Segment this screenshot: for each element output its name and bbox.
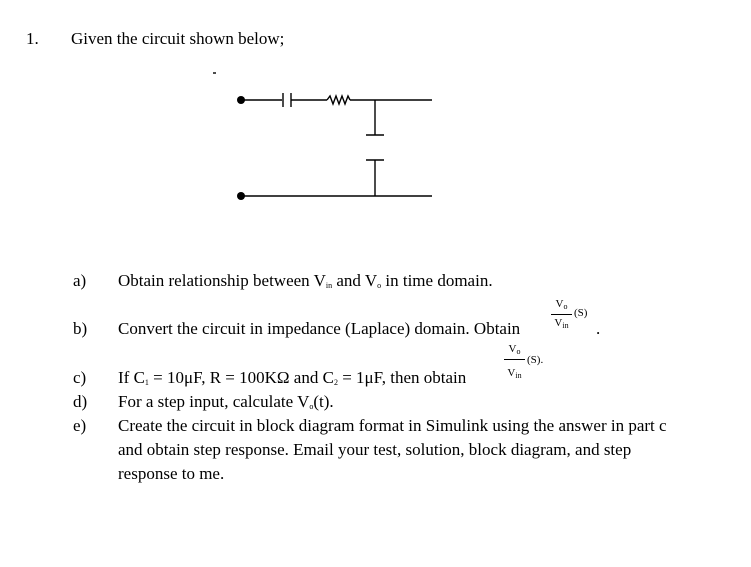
part-b-text: Convert the circuit in impedance (Laplace) domain. Obtain xyxy=(118,319,521,338)
question-intro: Given the circuit shown below; xyxy=(71,29,285,48)
fraction-denominator: $V_{in}$ xyxy=(554,317,569,330)
part-c-fraction-suffix: (S). xyxy=(527,354,544,366)
input-terminal-bottom xyxy=(237,192,245,200)
part-a-text: Obtain relationship between $V_{in}$ and $V_o$ in time domain. xyxy=(118,271,493,290)
fraction-bar xyxy=(551,314,572,315)
part-d-text: For a step input, calculate $V_o(t)$. xyxy=(118,392,334,411)
fraction-bar xyxy=(504,359,525,360)
part-e-label: e) xyxy=(73,416,87,435)
fraction-denominator: $V_{in}$ xyxy=(507,367,522,380)
part-e-line-2: and obtain step response. Email your test, solution, block diagram, and step xyxy=(118,440,632,459)
part-b-fraction xyxy=(551,299,572,335)
part-b-label: b) xyxy=(73,319,88,338)
part-c-label: c) xyxy=(73,368,87,387)
input-terminal-top xyxy=(237,96,245,104)
part-b-fraction-suffix: (S) xyxy=(574,307,588,319)
part-c-text: If $C_1 = 10\mu F$, R = 100KΩ and $C_2 = 1\mu F$, then obtain xyxy=(118,368,467,387)
part-e-line-1: Create the circuit in block diagram format in Simulink using the answer in part c xyxy=(118,416,667,435)
part-c-fraction xyxy=(504,344,525,384)
part-b-end: . xyxy=(596,319,601,338)
part-a-label: a) xyxy=(73,271,87,290)
question-number: 1. xyxy=(26,29,39,48)
fraction-numerator: $V_o$ xyxy=(555,298,568,311)
resistor-r xyxy=(327,96,350,104)
part-e-line-3: response to me. xyxy=(118,464,225,483)
part-d-label: d) xyxy=(73,392,88,411)
fraction-numerator: $V_o$ xyxy=(508,343,521,356)
